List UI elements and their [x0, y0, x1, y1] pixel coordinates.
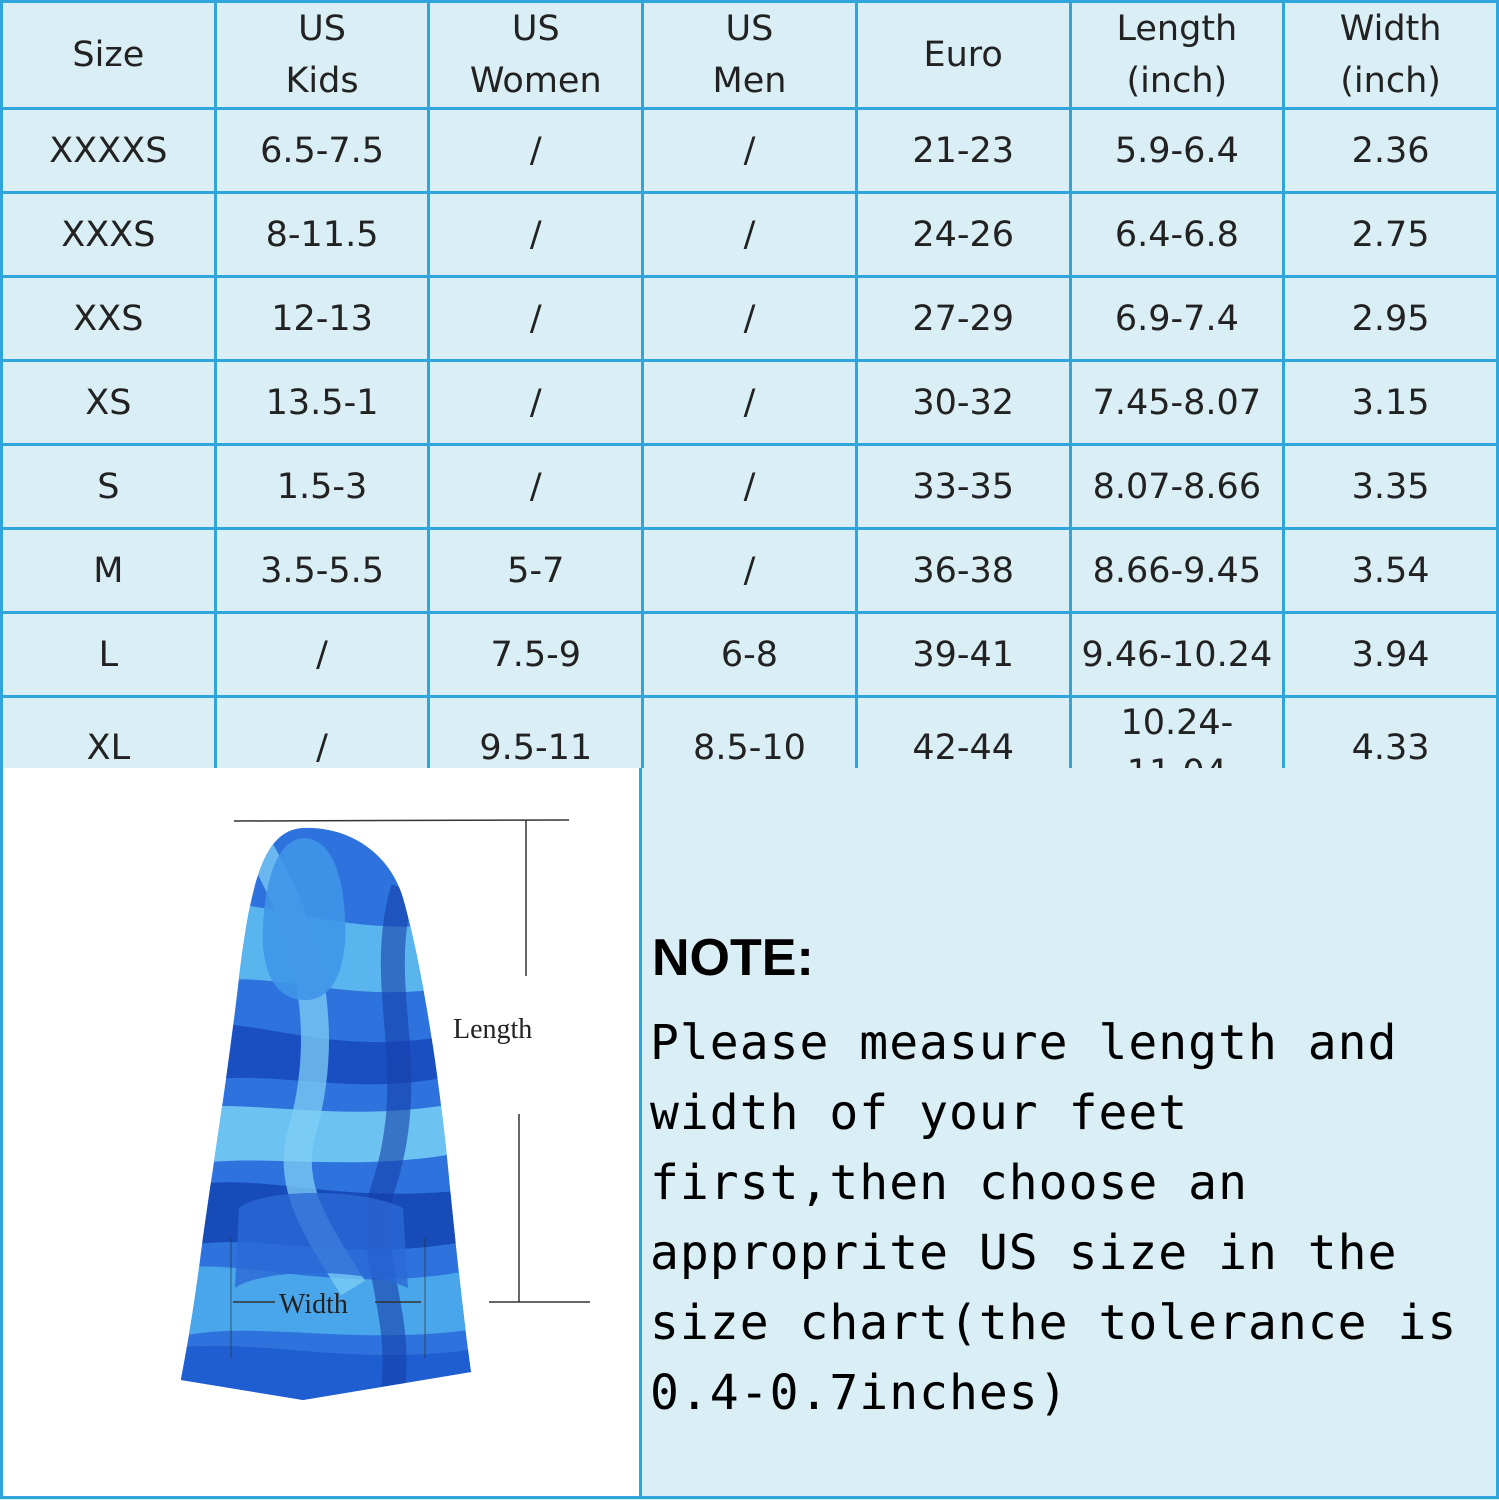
table-cell: 3.15: [1284, 361, 1498, 445]
table-cell: 3.35: [1284, 445, 1498, 529]
table-cell: 39-41: [856, 613, 1070, 697]
table-cell: 12-13: [215, 277, 429, 361]
table-cell: /: [643, 361, 857, 445]
table-cell: 3.54: [1284, 529, 1498, 613]
table-cell: 5-7: [429, 529, 643, 613]
column-header-text: Length: [1116, 9, 1238, 49]
size-cell: L: [2, 613, 216, 697]
table-row: [2, 529, 1498, 613]
size-cell: XXS: [2, 277, 216, 361]
table-cell: 2.95: [1284, 277, 1498, 361]
table-cell: /: [643, 193, 857, 277]
column-header: [429, 2, 643, 109]
table-cell: 21-23: [856, 109, 1070, 193]
length-top-line: [234, 820, 569, 821]
fin-diagram-panel: [0, 768, 642, 1499]
column-header-text: (inch): [1126, 61, 1228, 101]
table-cell: 5.9-6.4: [1070, 109, 1284, 193]
column-header: [1284, 2, 1498, 109]
table-cell: /: [429, 109, 643, 193]
table-cell: /: [429, 193, 643, 277]
table-cell: 9.5-11: [429, 697, 643, 800]
column-header: [2, 2, 216, 109]
column-header-text: Euro: [923, 35, 1003, 75]
table-cell: 8.07-8.66: [1070, 445, 1284, 529]
note-body: Please measure length and width of your feet first,then choose an appropritе US size in the size chart(the tolerance is 0.4-0.7inches): [650, 1015, 1458, 1421]
table-row: [2, 109, 1498, 193]
column-header: [643, 2, 857, 109]
table-cell: 36-38: [856, 529, 1070, 613]
table-cell: 33-35: [856, 445, 1070, 529]
table-cell: /: [429, 361, 643, 445]
table-cell: 6-8: [643, 613, 857, 697]
table-cell: 6.4-6.8: [1070, 193, 1284, 277]
note-title: NOTE:: [652, 929, 814, 987]
table-cell: /: [643, 277, 857, 361]
size-cell: XXXS: [2, 193, 216, 277]
table-cell: 8.5-10: [643, 697, 857, 800]
table-cell: 1.5-3: [215, 445, 429, 529]
table-cell: 4.33: [1284, 697, 1498, 800]
size-cell: XL: [2, 697, 216, 800]
table-row: [2, 613, 1498, 697]
table-cell: /: [429, 445, 643, 529]
swim-fin-image: [3, 768, 639, 1496]
table-cell: 10.24-: [1070, 697, 1284, 800]
table-cell: 27-29: [856, 277, 1070, 361]
table-row: [2, 277, 1498, 361]
column-header: [1070, 2, 1284, 109]
table-cell: /: [215, 697, 429, 800]
table-cell: 7.45-8.07: [1070, 361, 1284, 445]
column-header-text: Men: [712, 61, 787, 101]
column-header-text: (inch): [1340, 61, 1441, 101]
table-body: [2, 109, 1498, 800]
table-row: [2, 445, 1498, 529]
table-cell: 9.46-10.24: [1070, 613, 1284, 697]
column-header-text: Women: [469, 61, 602, 101]
size-cell: XS: [2, 361, 216, 445]
width-label: Width: [279, 1289, 348, 1320]
size-cell: XXXXS: [2, 109, 216, 193]
table-row: [2, 193, 1498, 277]
table-cell: 30-32: [856, 361, 1070, 445]
table-cell: 2.36: [1284, 109, 1498, 193]
column-header: [215, 2, 429, 109]
column-header-text: Size: [72, 35, 145, 75]
table-cell: 7.5-9: [429, 613, 643, 697]
table-cell: 3.5-5.5: [215, 529, 429, 613]
column-header-text: Kids: [285, 61, 359, 101]
table-cell: 42-44: [856, 697, 1070, 800]
table-cell: 8.66-9.45: [1070, 529, 1284, 613]
table-cell: /: [429, 277, 643, 361]
table-cell: 6.5-7.5: [215, 109, 429, 193]
table-cell: 6.9-7.4: [1070, 277, 1284, 361]
table-cell: 2.75: [1284, 193, 1498, 277]
table-cell: 24-26: [856, 193, 1070, 277]
table-header-row: [2, 2, 1498, 109]
note-panel: [642, 768, 1499, 1499]
length-label: Length: [453, 1014, 533, 1045]
table-row: [2, 361, 1498, 445]
column-header: [856, 2, 1070, 109]
table-cell: /: [215, 613, 429, 697]
column-header-text: US: [298, 9, 346, 49]
table-cell: /: [643, 445, 857, 529]
column-header-text: US: [511, 9, 560, 49]
table-cell: /: [643, 109, 857, 193]
table-cell: 13.5-1: [215, 361, 429, 445]
column-header-text: Width: [1339, 9, 1442, 49]
table-cell: /: [643, 529, 857, 613]
column-header-text: US: [725, 9, 774, 49]
table-cell: 8-11.5: [215, 193, 429, 277]
size-cell: S: [2, 445, 216, 529]
size-cell: M: [2, 529, 216, 613]
table-cell: 3.94: [1284, 613, 1498, 697]
